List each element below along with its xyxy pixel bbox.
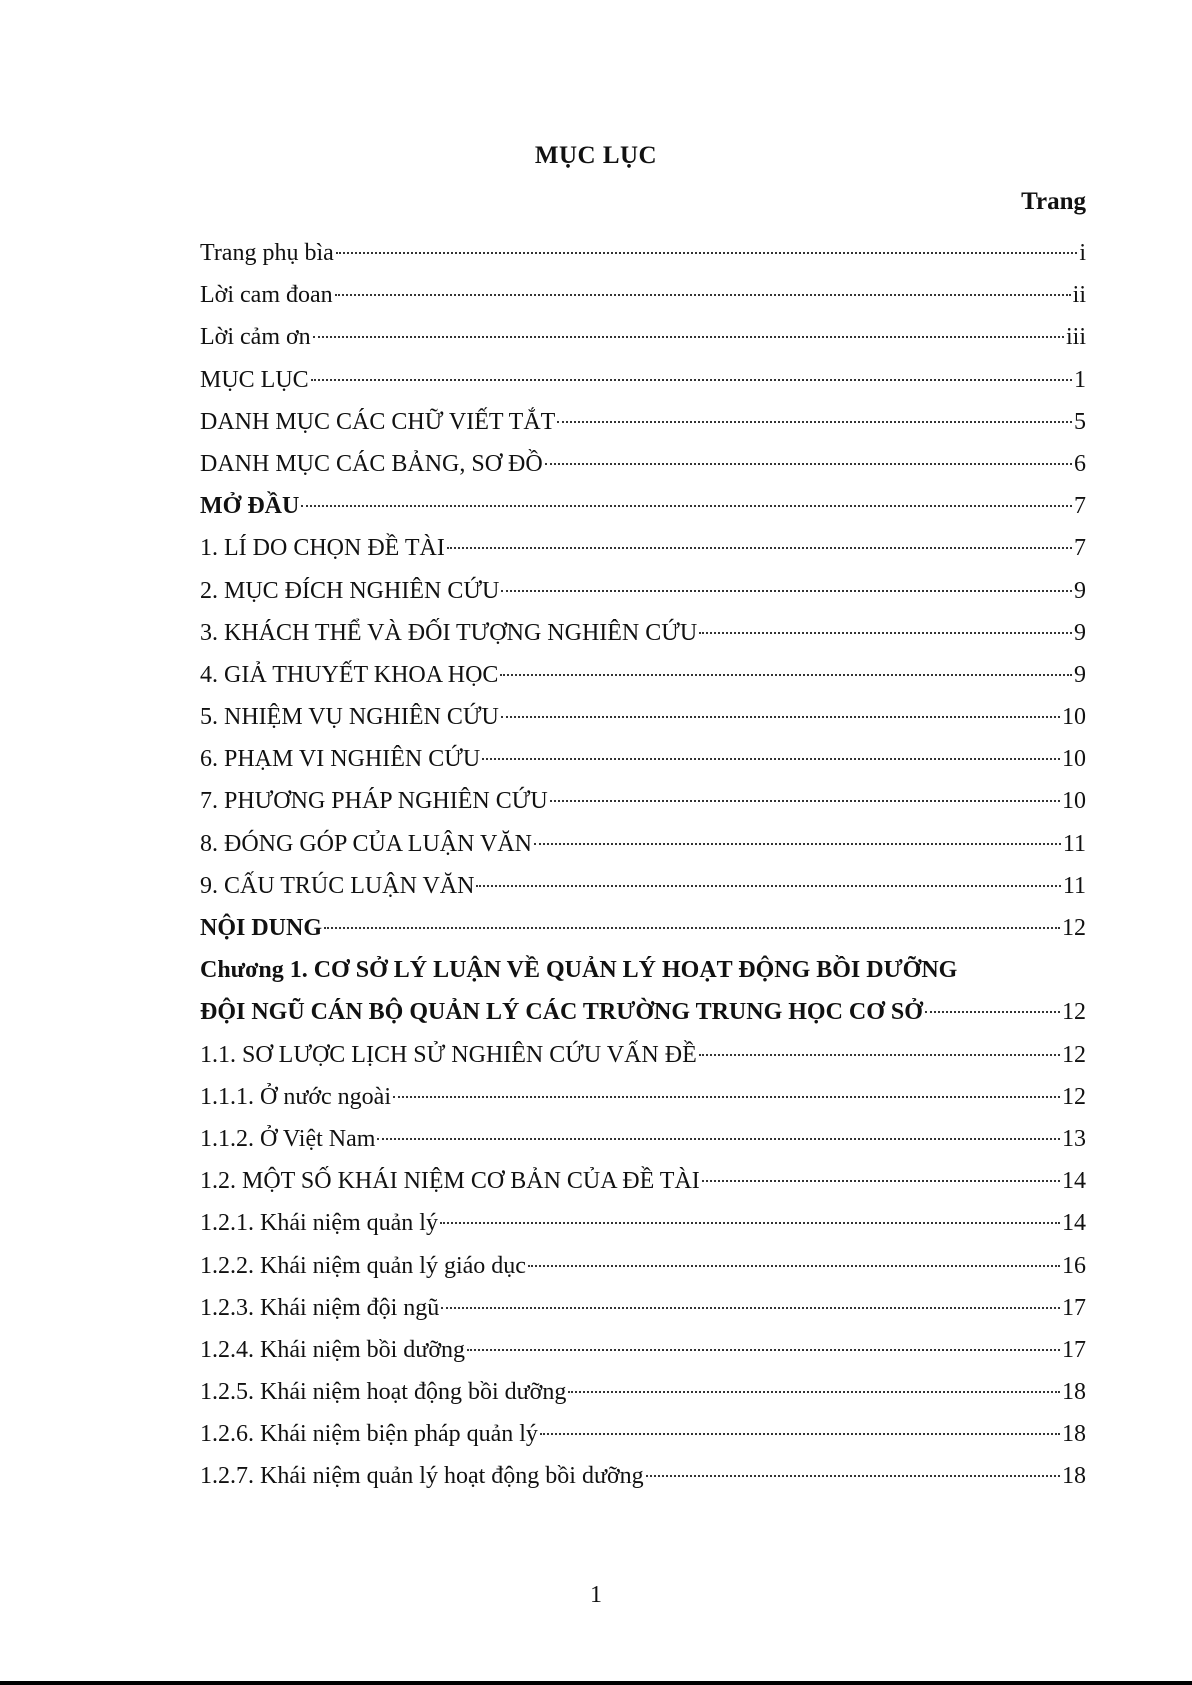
- toc-entry: [200, 1455, 1086, 1497]
- toc-entry-label: 1.2.3. Khái niệm đội ngũ: [200, 1294, 440, 1321]
- toc-entry: [200, 949, 1086, 991]
- dot-leader: [545, 462, 1072, 465]
- toc-entry: [200, 1076, 1086, 1118]
- toc-entry-label: 7. PHƯƠNG PHÁP NGHIÊN CỨU: [200, 788, 548, 815]
- dot-leader: [557, 420, 1072, 423]
- dot-leader: [534, 842, 1061, 845]
- toc-entry-label: 3. KHÁCH THỂ VÀ ĐỐI TƯỢNG NGHIÊN CỨU: [200, 619, 698, 646]
- dot-leader: [501, 715, 1060, 718]
- toc-entry-page: 10: [1062, 704, 1086, 731]
- dot-leader: [476, 884, 1060, 887]
- toc-entry: [200, 1202, 1086, 1244]
- toc-entry-page: 9: [1074, 661, 1086, 688]
- toc-entry: [200, 316, 1086, 358]
- toc-entry: [200, 738, 1086, 780]
- dot-leader: [925, 1010, 1060, 1013]
- toc-entry-page: 17: [1062, 1336, 1086, 1363]
- page-number: 1: [590, 1582, 602, 1608]
- toc-entry-page: 1: [1074, 366, 1086, 393]
- toc-entry-label: Chương 1. CƠ SỞ LÝ LUẬN VỀ QUẢN LÝ HOẠT ĐỘNG BỒI DƯỠNG: [200, 957, 958, 984]
- toc-entry-label: 1.1.1. Ở nước ngoài: [200, 1083, 392, 1110]
- dot-leader: [313, 335, 1064, 338]
- dot-leader: [335, 293, 1071, 296]
- dot-leader: [324, 926, 1060, 929]
- toc-entry-label: DANH MỤC CÁC BẢNG, SƠ ĐỒ: [200, 450, 543, 477]
- toc-entry-label: Trang phụ bìa: [200, 240, 334, 266]
- toc-entry-label: 1. LÍ DO CHỌN ĐỀ TÀI: [200, 535, 445, 562]
- toc-entry-page: 18: [1062, 1421, 1086, 1448]
- dot-leader: [467, 1348, 1060, 1351]
- toc-entry: [200, 401, 1086, 443]
- toc-entry-page: 14: [1062, 1210, 1086, 1237]
- toc-entry-label: 1.2.5. Khái niệm hoạt động bồi dưỡng: [200, 1379, 567, 1406]
- toc-entry-page: 17: [1062, 1294, 1086, 1321]
- toc-entry: [200, 232, 1086, 274]
- table-of-contents: [200, 232, 1086, 1498]
- toc-entry-page: 18: [1062, 1463, 1086, 1490]
- toc-entry-page: 9: [1074, 577, 1086, 604]
- toc-entry: [200, 570, 1086, 612]
- toc-entry: [200, 612, 1086, 654]
- page-title: MỤC LỤC: [534, 142, 658, 169]
- toc-entry-page: 12: [1062, 1041, 1086, 1068]
- toc-entry-label: 1.1. SƠ LƯỢC LỊCH SỬ NGHIÊN CỨU VẤN ĐỀ: [200, 1041, 697, 1068]
- toc-entry: [200, 443, 1086, 485]
- toc-entry-label: ĐỘI NGŨ CÁN BỘ QUẢN LÝ CÁC TRƯỜNG TRUNG HỌC CƠ SỞ: [200, 999, 923, 1026]
- toc-entry-page: 11: [1062, 830, 1086, 857]
- toc-entry-page: iii: [1065, 324, 1086, 351]
- dot-leader: [440, 1221, 1060, 1224]
- toc-entry-label: 8. ĐÓNG GÓP CỦA LUẬN VĂN: [200, 830, 533, 857]
- dot-leader: [336, 251, 1078, 254]
- toc-entry-page: 14: [1062, 1168, 1086, 1195]
- toc-entry-page: 16: [1062, 1252, 1086, 1279]
- toc-entry-label: NỘI DUNG: [200, 915, 323, 941]
- bottom-border: [0, 1681, 1192, 1685]
- toc-entry-label: Lời cam đoan: [200, 282, 333, 309]
- toc-entry-page: 7: [1074, 493, 1086, 520]
- toc-entry: [200, 823, 1086, 865]
- dot-leader: [702, 1179, 1060, 1182]
- toc-entry-page: 6: [1074, 450, 1086, 477]
- dot-leader: [568, 1390, 1060, 1393]
- toc-entry: [200, 1287, 1086, 1329]
- toc-entry: [200, 1160, 1086, 1202]
- toc-entry-page: 13: [1062, 1125, 1086, 1152]
- toc-entry-label: 1.1.2. Ở Việt Nam: [200, 1125, 376, 1152]
- toc-entry-label: 4. GIẢ THUYẾT KHOA HỌC: [200, 661, 499, 688]
- toc-entry-label: MỤC LỤC: [200, 366, 309, 393]
- toc-entry: [200, 654, 1086, 696]
- toc-entry: [200, 780, 1086, 822]
- dot-leader: [301, 504, 1072, 507]
- toc-entry: [200, 1118, 1086, 1160]
- dot-leader: [699, 631, 1072, 634]
- toc-entry: [200, 274, 1086, 316]
- toc-entry: [200, 1329, 1086, 1371]
- toc-entry-label: DANH MỤC CÁC CHỮ VIẾT TẮT: [200, 408, 556, 435]
- toc-entry: [200, 991, 1086, 1033]
- toc-entry-page: 9: [1074, 619, 1086, 646]
- toc-entry-label: 1.2. MỘT SỐ KHÁI NIỆM CƠ BẢN CỦA ĐỀ TÀI: [200, 1168, 700, 1195]
- toc-entry-page: 5: [1074, 408, 1086, 435]
- toc-entry-label: 1.2.1. Khái niệm quản lý: [200, 1210, 438, 1237]
- toc-entry-label: 1.2.7. Khái niệm quản lý hoạt động bồi dưỡng: [200, 1463, 644, 1490]
- toc-entry-label: 1.2.6. Khái niệm biện pháp quản lý: [200, 1421, 538, 1448]
- dot-leader: [393, 1095, 1060, 1098]
- toc-entry: [200, 1371, 1086, 1413]
- toc-entry-label: MỞ ĐẦU: [200, 493, 300, 520]
- dot-leader: [528, 1264, 1060, 1267]
- dot-leader: [699, 1053, 1060, 1056]
- toc-entry: [200, 359, 1086, 401]
- dot-leader: [441, 1306, 1060, 1309]
- toc-entry-page: 7: [1074, 535, 1086, 562]
- toc-entry-page: ii: [1072, 282, 1086, 309]
- toc-entry-label: Lời cảm ơn: [200, 324, 311, 351]
- toc-entry: [200, 1034, 1086, 1076]
- toc-entry: [200, 527, 1086, 569]
- dot-leader: [377, 1137, 1060, 1140]
- toc-entry-label: 6. PHẠM VI NGHIÊN CỨU: [200, 746, 481, 773]
- toc-entry-page: 18: [1062, 1379, 1086, 1406]
- dot-leader: [540, 1432, 1060, 1435]
- dot-leader: [311, 378, 1072, 381]
- toc-entry-page: 12: [1062, 999, 1086, 1026]
- toc-entry-label: 1.2.4. Khái niệm bồi dưỡng: [200, 1336, 466, 1363]
- toc-entry: [200, 485, 1086, 527]
- dot-leader: [500, 673, 1072, 676]
- dot-leader: [501, 589, 1072, 592]
- toc-entry: [200, 696, 1086, 738]
- toc-entry: [200, 907, 1086, 949]
- toc-entry-page: 12: [1062, 915, 1086, 941]
- toc-entry-page: 11: [1062, 872, 1086, 899]
- toc-entry-label: 2. MỤC ĐÍCH NGHIÊN CỨU: [200, 577, 500, 604]
- toc-entry-label: 9. CẤU TRÚC LUẬN VĂN: [200, 872, 475, 899]
- toc-entry: [200, 1413, 1086, 1455]
- toc-entry-page: 12: [1062, 1083, 1086, 1110]
- toc-entry: [200, 865, 1086, 907]
- page-column-label: Trang: [1021, 188, 1086, 215]
- toc-entry-page: 10: [1062, 746, 1086, 773]
- dot-leader: [482, 757, 1060, 760]
- dot-leader: [646, 1474, 1060, 1477]
- dot-leader: [550, 799, 1060, 802]
- toc-entry-page: i: [1079, 240, 1086, 266]
- toc-entry-page: 10: [1062, 788, 1086, 815]
- toc-entry-label: 5. NHIỆM VỤ NGHIÊN CỨU: [200, 704, 499, 731]
- toc-entry-label: 1.2.2. Khái niệm quản lý giáo dục: [200, 1252, 526, 1279]
- dot-leader: [447, 546, 1072, 549]
- toc-entry: [200, 1245, 1086, 1287]
